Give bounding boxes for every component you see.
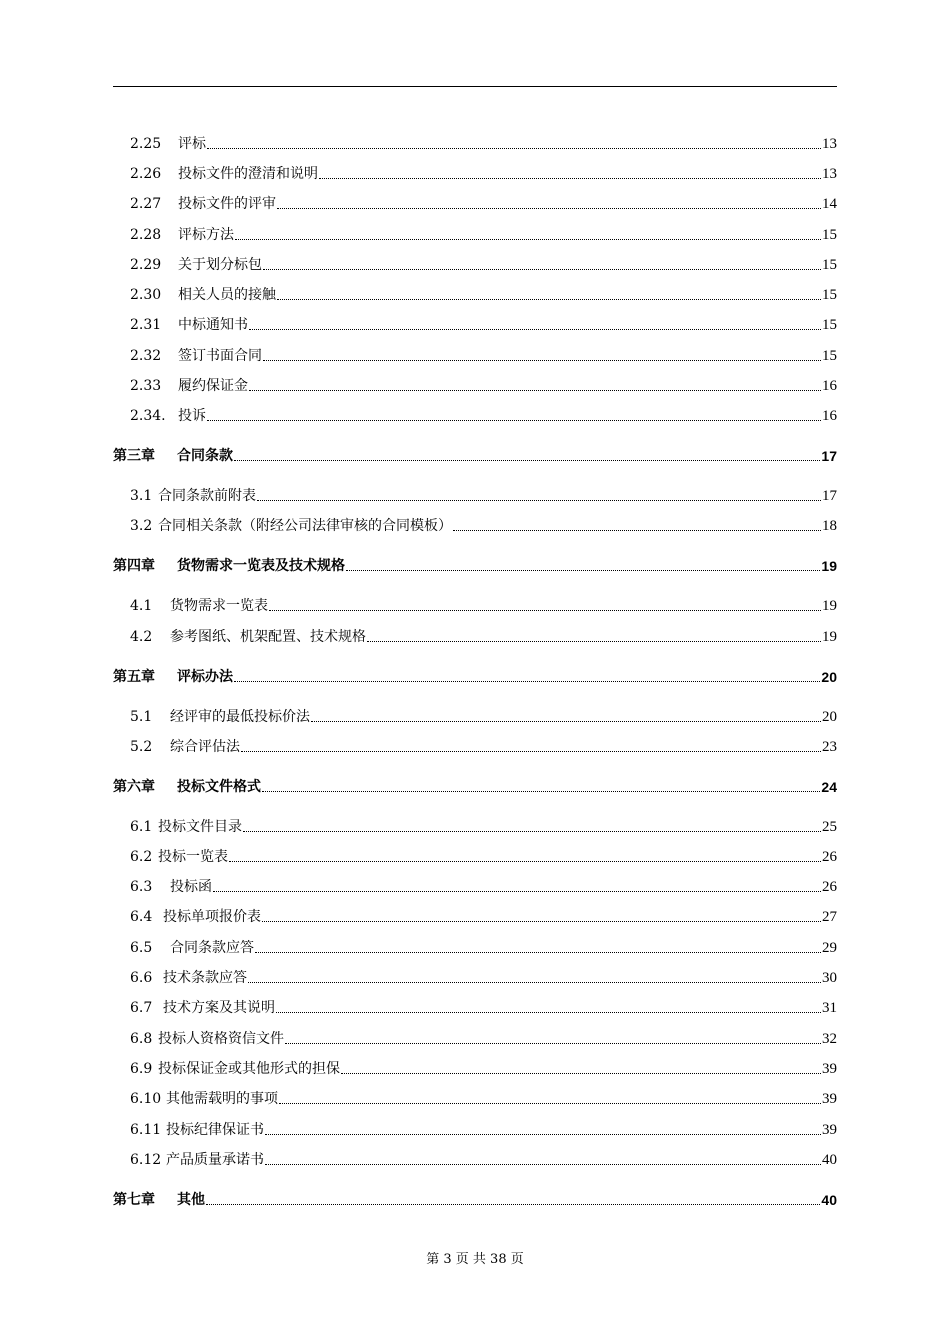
- dot-leader: [262, 790, 820, 792]
- toc-number: 2.30: [130, 287, 162, 303]
- toc-entry-5-1[interactable]: [130, 704, 837, 726]
- toc-page-number: 13: [822, 136, 837, 152]
- toc-page-number: 15: [822, 317, 837, 333]
- toc-entry-6-7[interactable]: [130, 995, 837, 1017]
- chapter-number: 第四章: [113, 558, 155, 574]
- toc-page-number: 32: [822, 1031, 837, 1047]
- toc-title: 投诉: [178, 408, 206, 424]
- dot-leader: [285, 1042, 821, 1044]
- toc-number: 2.33: [130, 378, 162, 394]
- toc-title: 参考图纸、机架配置、技术规格: [170, 629, 366, 645]
- toc-page-number: 15: [822, 287, 837, 303]
- toc-number: 2.26: [130, 166, 162, 182]
- toc-entry-6-10[interactable]: [130, 1086, 837, 1108]
- toc-title: 综合评估法: [170, 739, 240, 755]
- toc-entry-6-12[interactable]: [130, 1147, 837, 1169]
- dot-leader: [207, 419, 821, 421]
- toc-number: 2.32: [130, 348, 162, 364]
- toc-entry-6-8[interactable]: [130, 1026, 837, 1048]
- dot-leader: [367, 640, 821, 642]
- toc-title: 履约保证金: [178, 378, 248, 394]
- dot-leader: [262, 920, 821, 922]
- dot-leader: [235, 238, 821, 240]
- chapter-title: 投标文件格式: [177, 779, 261, 795]
- dot-leader: [213, 890, 821, 892]
- toc-title: 技术条款应答: [163, 970, 247, 986]
- dot-leader: [319, 177, 821, 179]
- toc-number: 6.4: [130, 909, 153, 925]
- chapter-number: 第七章: [113, 1192, 155, 1208]
- toc-entry-2-28[interactable]: [130, 222, 837, 244]
- dot-leader: [269, 609, 821, 611]
- toc-title: 投标一览表: [158, 849, 228, 865]
- dot-leader: [265, 1163, 821, 1165]
- chapter-number: 第五章: [113, 669, 155, 685]
- toc-number: 2.28: [130, 227, 162, 243]
- dot-leader: [257, 499, 821, 501]
- toc-entry-2-31[interactable]: [130, 312, 837, 334]
- dot-leader: [206, 1203, 820, 1205]
- toc-page-number: 15: [822, 227, 837, 243]
- toc-page-number: 31: [822, 1000, 837, 1016]
- toc-page-number: 24: [821, 779, 837, 795]
- toc-page-number: 17: [821, 448, 837, 464]
- toc-number: 6.6: [130, 970, 153, 986]
- toc-number: 6.12: [130, 1152, 162, 1168]
- toc-number: 6.8: [130, 1031, 153, 1047]
- toc-title: 评标方法: [178, 227, 234, 243]
- dot-leader: [243, 830, 821, 832]
- toc-page-number: 30: [822, 970, 837, 986]
- toc-chapter-3[interactable]: [113, 443, 837, 465]
- toc-entry-6-1[interactable]: [130, 814, 837, 836]
- toc-title: 合同条款应答: [170, 940, 254, 956]
- page-footer: 第 3 页 共 38 页: [426, 1252, 524, 1267]
- toc-page-number: 14: [822, 196, 837, 212]
- toc-number: 2.27: [130, 196, 162, 212]
- toc-entry-6-5[interactable]: [130, 935, 837, 957]
- toc-number: 5.1: [130, 709, 153, 725]
- toc-number: 6.3: [130, 879, 153, 895]
- toc-entry-6-9[interactable]: [130, 1056, 837, 1078]
- toc-chapter-6[interactable]: [113, 774, 837, 796]
- toc-page-number: 26: [822, 879, 837, 895]
- toc-entry-2-29[interactable]: [130, 252, 837, 274]
- chapter-title: 其他: [177, 1192, 205, 1208]
- toc-page-number: 15: [822, 348, 837, 364]
- toc-entry-2-30[interactable]: [130, 282, 837, 304]
- toc-entry-2-26[interactable]: [130, 161, 837, 183]
- toc-entry-2-32[interactable]: [130, 343, 837, 365]
- toc-page-number: 20: [821, 669, 837, 685]
- toc-number: 4.1: [130, 598, 153, 614]
- header-rule: [113, 86, 837, 87]
- toc-number: 6.7: [130, 1000, 153, 1016]
- toc-page-number: 20: [822, 709, 837, 725]
- toc-chapter-4[interactable]: [113, 553, 837, 575]
- toc-entry-5-2[interactable]: [130, 734, 837, 756]
- toc-number: 2.34.: [130, 408, 166, 424]
- toc-title: 投标文件目录: [158, 819, 242, 835]
- dot-leader: [263, 359, 821, 361]
- dot-leader: [279, 1102, 821, 1104]
- toc-page-number: 13: [822, 166, 837, 182]
- toc-page-number: 40: [822, 1152, 837, 1168]
- toc-title: 经评审的最低投标价法: [170, 709, 310, 725]
- toc-title: 其他需载明的事项: [166, 1091, 278, 1107]
- dot-leader: [265, 1133, 821, 1135]
- toc-number: 2.31: [130, 317, 162, 333]
- toc-entry-2-27[interactable]: [130, 191, 837, 213]
- toc-title: 投标文件的评审: [178, 196, 276, 212]
- toc-entry-3-1[interactable]: [130, 483, 837, 505]
- toc-entry-2-34[interactable]: [130, 403, 837, 425]
- toc-page-number: 16: [822, 408, 837, 424]
- chapter-number: 第六章: [113, 779, 155, 795]
- chapter-title: 合同条款: [177, 448, 233, 464]
- toc-page-number: 26: [822, 849, 837, 865]
- toc-page-number: 25: [822, 819, 837, 835]
- dot-leader: [263, 268, 821, 270]
- toc-title: 评标: [178, 136, 206, 152]
- toc-entry-4-1[interactable]: [130, 593, 837, 615]
- toc-number: 3.2: [130, 518, 153, 534]
- dot-leader: [241, 750, 821, 752]
- toc-chapter-7[interactable]: [113, 1187, 837, 1209]
- toc-title: 货物需求一览表: [170, 598, 268, 614]
- toc-page-number: 40: [821, 1192, 837, 1208]
- toc-number: 6.1: [130, 819, 153, 835]
- toc-title: 投标文件的澄清和说明: [178, 166, 318, 182]
- toc-title: 中标通知书: [178, 317, 248, 333]
- toc-number: 5.2: [130, 739, 153, 755]
- toc-number: 2.25: [130, 136, 162, 152]
- toc-entry-2-33[interactable]: [130, 373, 837, 395]
- toc-title: 相关人员的接触: [178, 287, 276, 303]
- toc-number: 6.5: [130, 940, 153, 956]
- toc-entry-6-3[interactable]: [130, 874, 837, 896]
- toc-entry-6-4[interactable]: [130, 904, 837, 926]
- dot-leader: [276, 1011, 821, 1013]
- toc-entry-3-2[interactable]: [130, 513, 837, 535]
- toc-title: 合同条款前附表: [158, 488, 256, 504]
- toc-number: 6.9: [130, 1061, 153, 1077]
- toc-title: 投标函: [170, 879, 212, 895]
- dot-leader: [234, 680, 820, 682]
- dot-leader: [453, 529, 821, 531]
- toc-number: 3.1: [130, 488, 153, 504]
- toc-page-number: 19: [821, 558, 837, 574]
- chapter-number: 第三章: [113, 448, 155, 464]
- dot-leader: [255, 951, 821, 953]
- dot-leader: [249, 328, 821, 330]
- dot-leader: [249, 389, 821, 391]
- toc-page-number: 16: [822, 378, 837, 394]
- toc-page-number: 18: [822, 518, 837, 534]
- dot-leader: [277, 298, 821, 300]
- toc-entry-6-11[interactable]: [130, 1117, 837, 1139]
- toc-title: 关于划分标包: [178, 257, 262, 273]
- toc-title: 签订书面合同: [178, 348, 262, 364]
- toc-title: 投标单项报价表: [163, 909, 261, 925]
- dot-leader: [346, 569, 820, 571]
- dot-leader: [248, 981, 821, 983]
- toc-page-number: 39: [822, 1061, 837, 1077]
- toc-entry-4-2[interactable]: [130, 624, 837, 646]
- toc-title: 投标纪律保证书: [166, 1122, 264, 1138]
- toc-number: 2.29: [130, 257, 162, 273]
- toc-page-number: 17: [822, 488, 837, 504]
- toc-page-number: 39: [822, 1091, 837, 1107]
- toc-title: 技术方案及其说明: [163, 1000, 275, 1016]
- toc-page-number: 39: [822, 1122, 837, 1138]
- dot-leader: [277, 207, 821, 209]
- toc-page-number: 19: [822, 598, 837, 614]
- chapter-title: 评标办法: [177, 669, 233, 685]
- toc-number: 6.2: [130, 849, 153, 865]
- toc-number: 4.2: [130, 629, 153, 645]
- toc-title: 投标保证金或其他形式的担保: [158, 1061, 340, 1077]
- dot-leader: [234, 459, 820, 461]
- toc-number: 6.10: [130, 1091, 162, 1107]
- toc-entry-6-2[interactable]: [130, 844, 837, 866]
- toc-title: 产品质量承诺书: [166, 1152, 264, 1168]
- toc-title: 合同相关条款（附经公司法律审核的合同模板）: [158, 518, 452, 534]
- toc-page-number: 29: [822, 940, 837, 956]
- toc-page-number: 23: [822, 739, 837, 755]
- toc-page-number: 15: [822, 257, 837, 273]
- toc-page-number: 27: [822, 909, 837, 925]
- dot-leader: [311, 720, 821, 722]
- toc-entry-2-25[interactable]: [130, 131, 837, 153]
- chapter-title: 货物需求一览表及技术规格: [177, 558, 345, 574]
- toc-page-number: 19: [822, 629, 837, 645]
- dot-leader: [207, 147, 821, 149]
- toc-entry-6-6[interactable]: [130, 965, 837, 987]
- toc-number: 6.11: [130, 1122, 162, 1138]
- toc-title: 投标人资格资信文件: [158, 1031, 284, 1047]
- dot-leader: [229, 860, 821, 862]
- toc-chapter-5[interactable]: [113, 664, 837, 686]
- dot-leader: [341, 1072, 821, 1074]
